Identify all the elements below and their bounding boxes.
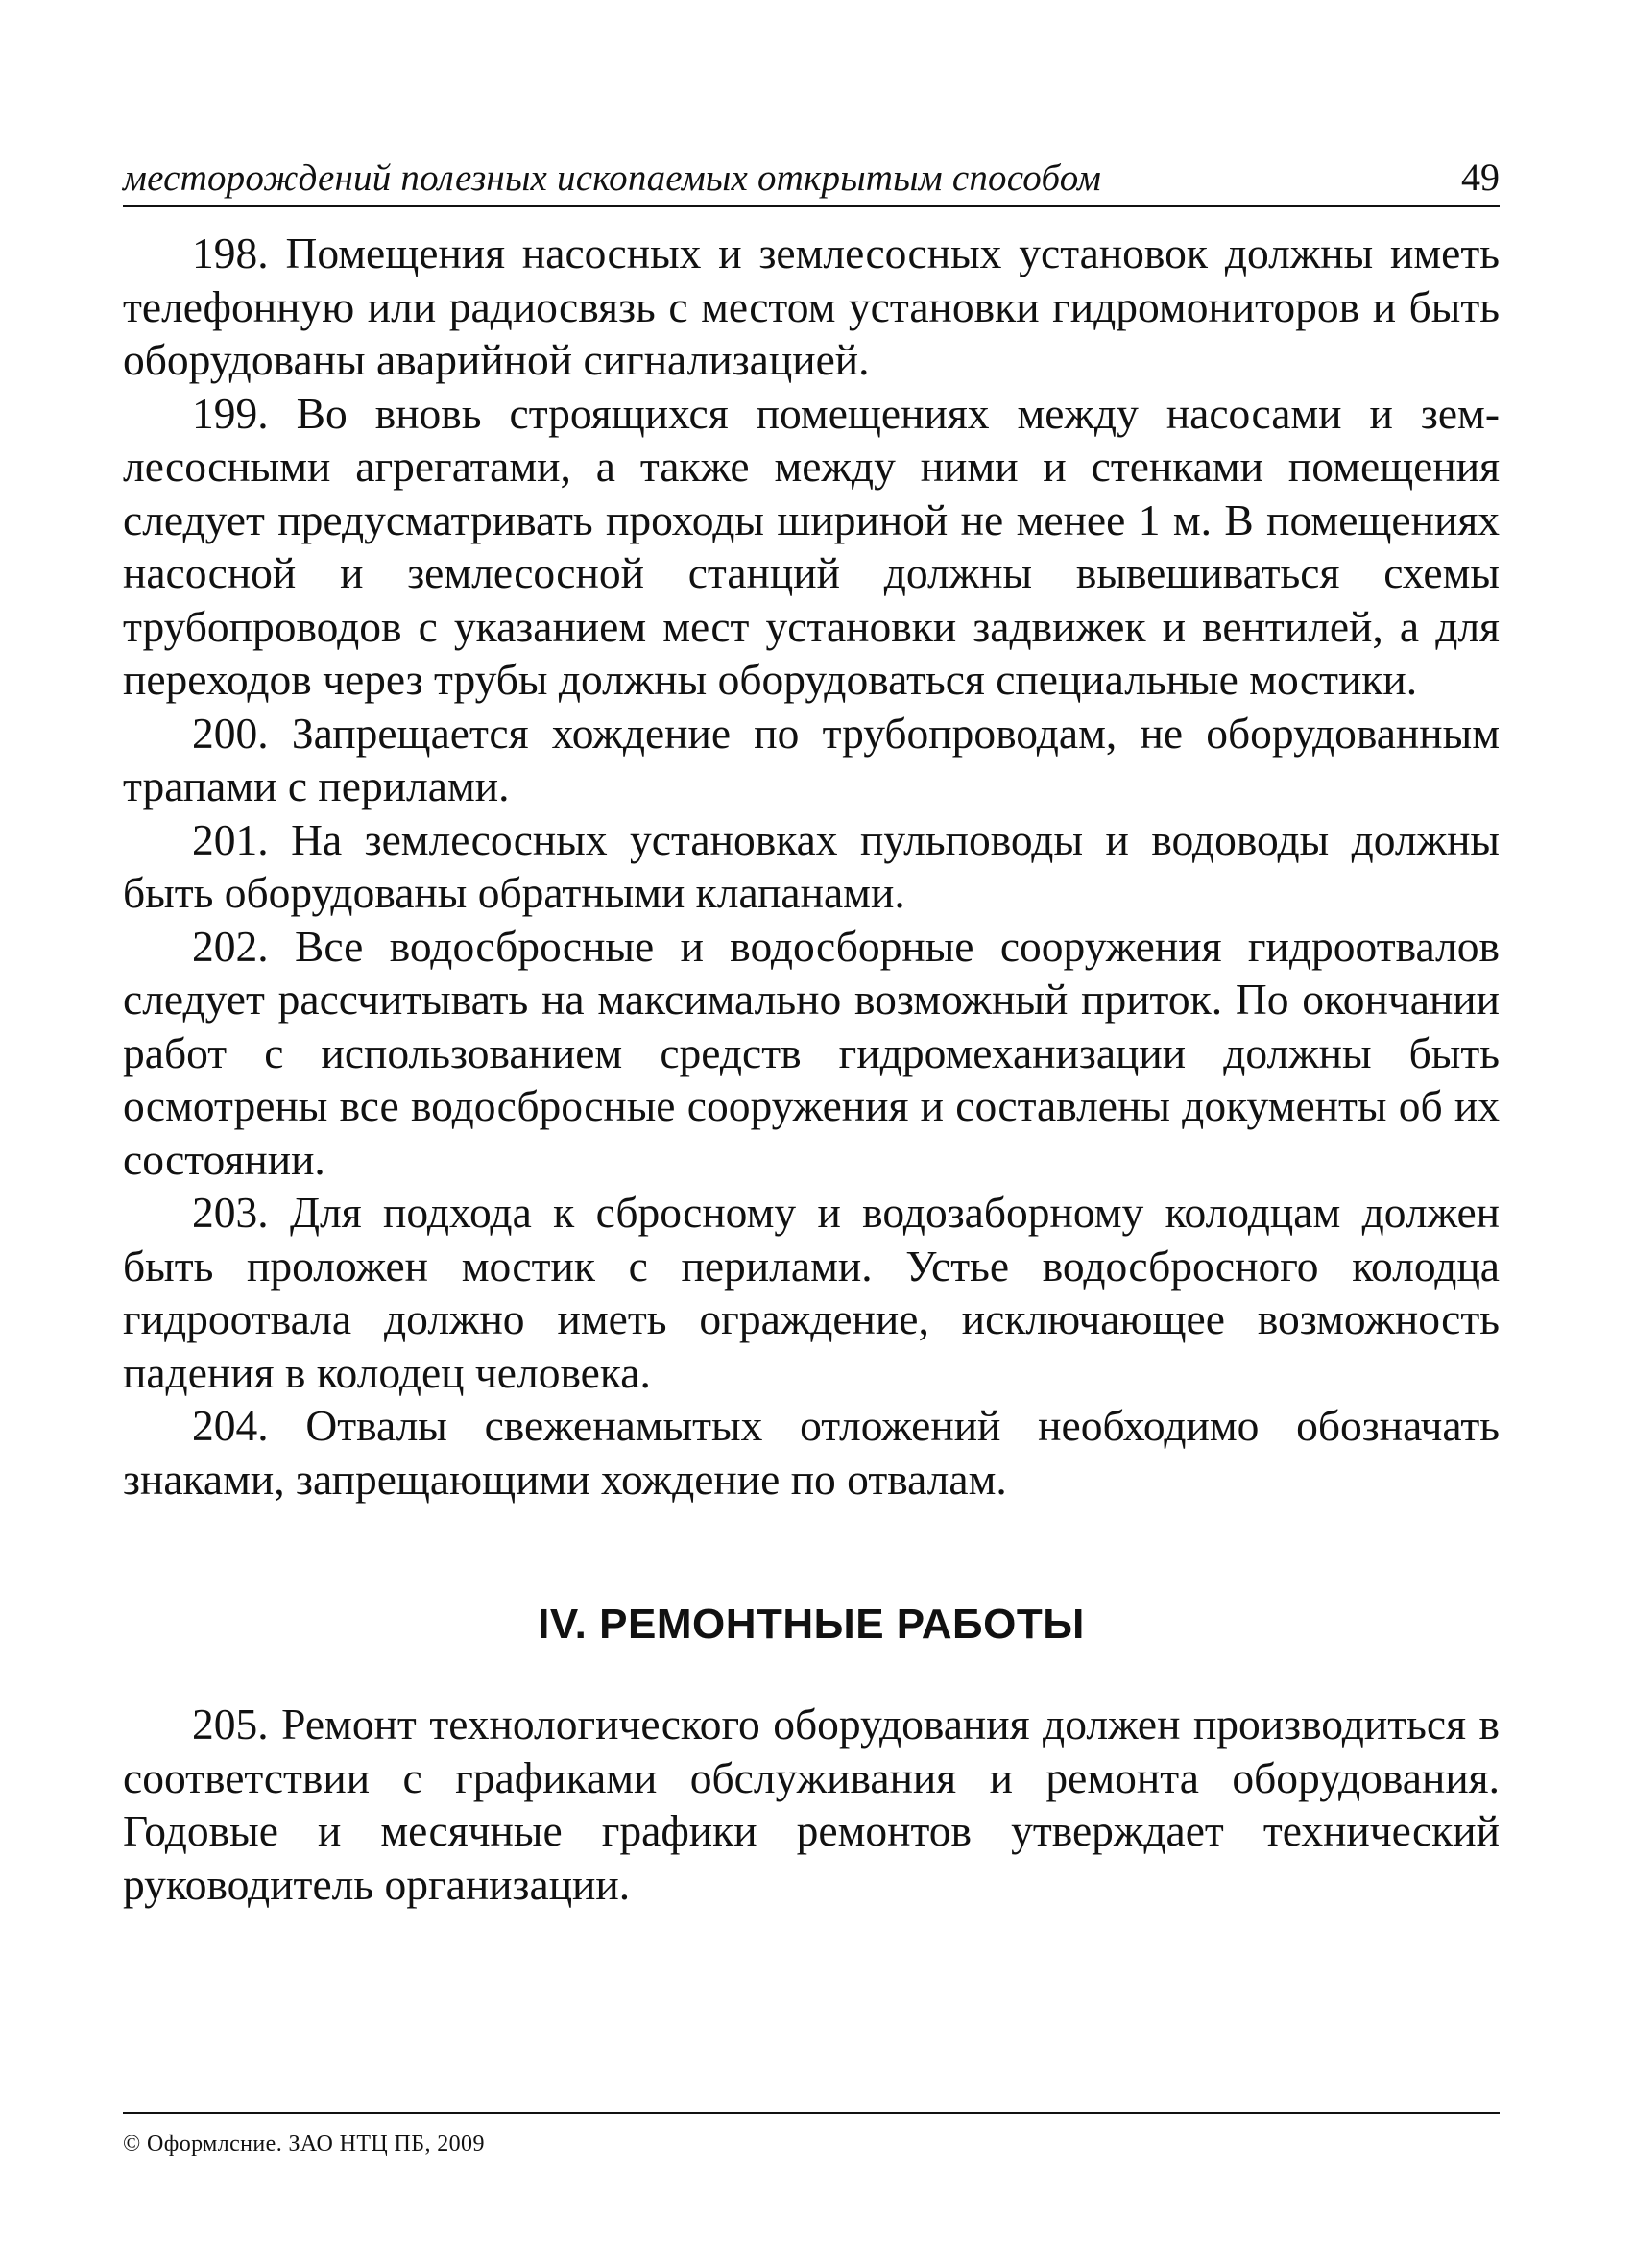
section-heading: IV. РЕМОНТНЫЕ РАБОТЫ (538, 1601, 1085, 1648)
paragraph-204: 204. Отвалы свеженамытых отложений необходимо обозначать знаками, запрещающими хождение по отвалам. (123, 1401, 1500, 1504)
footer-rule (123, 2112, 1500, 2114)
copyright-notice: © Оформлсние. ЗАО НТЦ ПБ, 2009 (123, 2132, 485, 2157)
running-title: месторождений полезных ископаемых открытым способом (123, 157, 1102, 199)
footer (123, 2112, 1500, 2159)
paragraph-199: 199. Во вновь строящихся помещениях между насосами и землесосными агрегатами, а также между ними и стенками помещения следует предусматривать проходы шириной не менее 1 м. В помещениях насосной и землесосной станций должны вывешиваться схемы трубопроводов с указанием мест установки задвижек и вентилей, а для переходов через трубы должны оборудоваться специальные мостики. (123, 388, 1500, 704)
paragraph-202: 202. Все водосбросные и водосборные сооружения гидроотвалов следует рассчитывать на максимально возможный приток. По окончании работ с использованием средств гидромеханизации должны быть осмотрены все водосбросные сооружения и составлены документы об их состоянии. (123, 921, 1500, 1184)
body-text (123, 227, 1500, 1911)
page-number: 49 (1461, 156, 1500, 199)
paragraph-200: 200. Запрещается хождение по трубопроводам, не оборудованным трапами с перилами. (123, 708, 1500, 810)
paragraph-203: 203. Для подхода к сбросному и водозаборному колодцам должен быть проложен мостик с перилами. Устье водосбросного колодца гидроотвала должно иметь ограждение, исключающее возможность падения в колодец человека. (123, 1188, 1500, 1397)
paragraph-205: 205. Ремонт технологического оборудования должен производиться в соответствии с графиками обслуживания и ремонта оборудования. Годовые и месячные графики ремонтов утверждает технический руководитель организации. (123, 1700, 1500, 1909)
paragraph-198: 198. Помещения насосных и землесосных установок должны иметь телефонную или радиосвязь с местом установки гидромониторов и быть оборудованы аварийной сигнализацией. (123, 229, 1500, 384)
running-header (123, 152, 1500, 207)
paragraph-201: 201. На землесосных установках пульповоды и водоводы должны быть оборудованы обратными клапанами. (123, 814, 1500, 917)
